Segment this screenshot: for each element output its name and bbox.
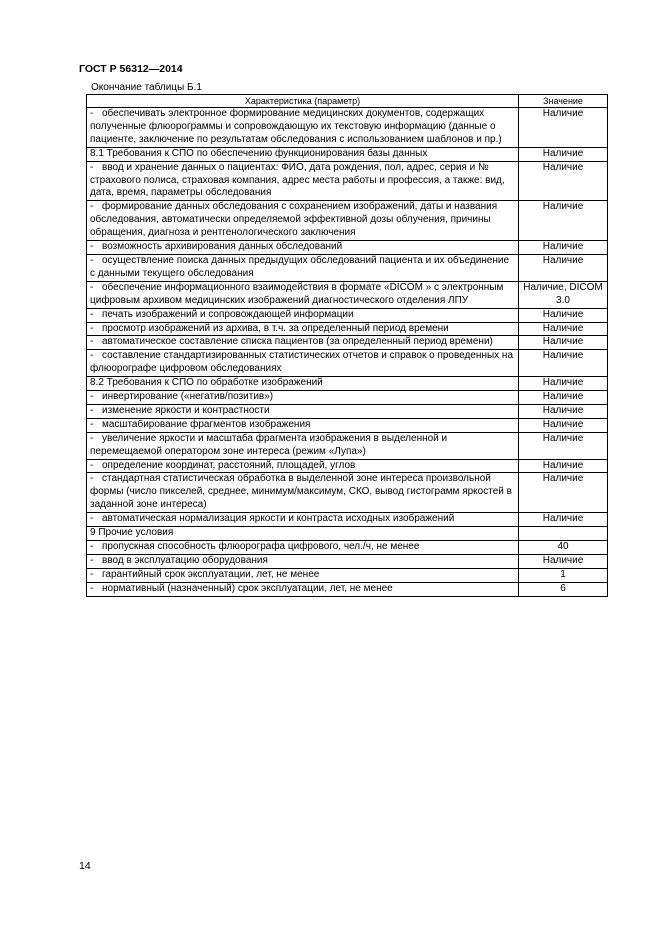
value-cell: Наличие: [519, 241, 608, 255]
table-row: [87, 568, 608, 582]
characteristic-cell: [87, 281, 519, 308]
dash-marker: -: [90, 108, 94, 119]
characteristic-cell: 8.1 Требования к СПО по обеспечению функционирования базы данных: [87, 147, 519, 161]
characteristic-text: инвертирование («негатив/позитив»): [102, 391, 274, 403]
value-cell: Наличие, DICOM 3.0: [519, 281, 608, 308]
characteristic-cell: [87, 404, 519, 418]
spec-table: [86, 94, 608, 597]
value-cell: Наличие: [519, 554, 608, 568]
characteristic-cell: [87, 473, 519, 513]
characteristic-text: возможность архивирования данных обследований: [102, 241, 343, 253]
characteristic-cell: [87, 582, 519, 596]
table-row: [87, 391, 608, 405]
characteristic-text: нормативный (назначенный) срок эксплуатации, лет, не менее: [102, 582, 393, 594]
table-row: [87, 241, 608, 255]
value-cell: Наличие: [519, 308, 608, 322]
column-header-value: Значение: [519, 95, 608, 108]
characteristic-cell: [87, 432, 519, 459]
characteristic-text: увеличение яркости и масштаба фрагмента изображения в выделенной и перемещаемой оператором зоне интереса (режим «Лупа»): [90, 432, 448, 457]
value-cell: Наличие: [519, 201, 608, 241]
characteristic-cell: [87, 336, 519, 350]
characteristic-text: печать изображений и сопровождающей информации: [102, 308, 354, 320]
characteristic-cell: [87, 513, 519, 527]
table-row: [87, 554, 608, 568]
dash-marker: -: [90, 513, 94, 525]
table-row: [87, 322, 608, 336]
value-cell: Наличие: [519, 459, 608, 473]
value-cell: Наличие: [519, 404, 608, 418]
characteristic-cell: [87, 322, 519, 336]
value-cell: Наличие: [519, 350, 608, 377]
dash-marker: -: [90, 568, 94, 580]
dash-marker: -: [90, 336, 94, 348]
characteristic-text: осуществление поиска данных предыдущих обследований пациента и их объединение с данными текущего обследования: [90, 254, 510, 279]
table-section-row: [87, 147, 608, 161]
characteristic-text: определение координат, расстояний, площадей, углов: [102, 459, 356, 471]
table-row: [87, 459, 608, 473]
dash-marker: -: [90, 281, 94, 293]
page-number: 14: [79, 860, 91, 872]
characteristic-cell: [87, 161, 519, 201]
value-cell: Наличие: [519, 336, 608, 350]
table-row: [87, 161, 608, 201]
dash-marker: -: [90, 473, 94, 485]
characteristic-cell: 8.2 Требования к СПО по обработке изображений: [87, 377, 519, 391]
table-header-row: [87, 95, 608, 108]
table-row: [87, 418, 608, 432]
column-header-characteristic: Характеристика (параметр): [87, 95, 519, 108]
value-cell: Наличие: [519, 473, 608, 513]
characteristic-cell: [87, 568, 519, 582]
value-cell: Наличие: [519, 254, 608, 281]
table-row: [87, 473, 608, 513]
dash-marker: -: [90, 322, 94, 334]
characteristic-text: ввод и хранение данных о пациентах: ФИО, дата рождения, пол, адрес, серия и № страхового полиса, страховая компания, адрес места работы и профессия, а также: вид, дата, время, параметры обследования: [90, 161, 505, 199]
characteristic-text: автоматическая нормализация яркости и контраста исходных изображений: [102, 513, 455, 525]
table-row: [87, 281, 608, 308]
dash-marker: -: [90, 554, 94, 566]
characteristic-cell: [87, 459, 519, 473]
characteristic-text: формирование данных обследования с сохранением изображений, даты и названия обследования, автоматически определяемой эффективной дозы облучения, причины обращения, диагноза и рентгенологического заключения: [90, 201, 498, 239]
dash-marker: -: [90, 201, 94, 213]
table-row: [87, 254, 608, 281]
characteristic-cell: [87, 308, 519, 322]
value-cell: Наличие: [519, 377, 608, 391]
dash-marker: -: [90, 432, 94, 444]
dash-marker: -: [90, 541, 94, 552]
characteristic-text: изменение яркости и контрастности: [102, 404, 270, 416]
value-cell: Наличие: [519, 108, 608, 148]
table-row: [87, 308, 608, 322]
characteristic-cell: [87, 241, 519, 255]
dash-marker: -: [90, 350, 94, 362]
characteristic-text: просмотр изображений из архива, в т.ч. за определенный период времени: [102, 322, 449, 334]
table-row: [87, 582, 608, 596]
characteristic-text: гарантийный срок эксплуатации, лет, не менее: [102, 568, 320, 580]
characteristic-text: ввод в эксплуатацию оборудования: [102, 554, 268, 566]
table-row: [87, 432, 608, 459]
characteristic-cell: [87, 201, 519, 241]
document-code: ГОСТ Р 56312—2014: [79, 63, 183, 75]
value-cell: Наличие: [519, 513, 608, 527]
characteristic-cell: [87, 350, 519, 377]
value-cell: Наличие: [519, 322, 608, 336]
dash-marker: -: [90, 459, 94, 471]
characteristic-cell: [87, 108, 519, 148]
dash-marker: -: [90, 308, 94, 320]
characteristic-cell: [87, 418, 519, 432]
table-row: [87, 350, 608, 377]
table-section-row: [87, 377, 608, 391]
value-cell: 1: [519, 568, 608, 582]
dash-marker: -: [90, 391, 94, 403]
characteristic-cell: [87, 391, 519, 405]
table-row: [87, 513, 608, 527]
dash-marker: -: [90, 254, 94, 266]
characteristic-text: пропускная способность флюорографа цифрового, чел./ч, не менее: [102, 541, 420, 552]
characteristic-text: составление стандартизированных статистических отчетов и справок о проведенных на флюорографе цифровом обследованиях: [90, 350, 514, 375]
dash-marker: -: [90, 582, 94, 594]
dash-marker: -: [90, 161, 94, 173]
characteristic-cell: 9 Прочие условия: [87, 527, 519, 541]
value-cell: Наличие: [519, 391, 608, 405]
table-section-row: [87, 527, 608, 541]
value-cell: Наличие: [519, 432, 608, 459]
value-cell: 40: [519, 541, 608, 555]
value-cell: 6: [519, 582, 608, 596]
value-cell: Наличие: [519, 418, 608, 432]
dash-marker: -: [90, 418, 94, 430]
value-cell: Наличие: [519, 147, 608, 161]
characteristic-text: автоматическое составление списка пациентов (за определенный период времени): [102, 336, 493, 348]
characteristic-text: обеспечение информационного взаимодействия в формате «DICOM » с электронным цифровым архивом медицинских изображений диагностического отделения ЛПУ: [90, 281, 504, 306]
value-cell: [519, 527, 608, 541]
table-body: [87, 108, 608, 597]
characteristic-cell: [87, 254, 519, 281]
table-row: [87, 404, 608, 418]
characteristic-text: стандартная статистическая обработка в выделенной зоне интереса произвольной формы (число пикселей, среднее, минимум/максимум, СКО, вывод гистограмм яркостей в заданной зоне интереса): [90, 473, 512, 511]
value-cell: Наличие: [519, 161, 608, 201]
characteristic-cell: [87, 554, 519, 568]
table-row: [87, 201, 608, 241]
table-caption: Окончание таблицы Б.1: [91, 82, 202, 93]
table-row: [87, 336, 608, 350]
dash-marker: -: [90, 404, 94, 416]
dash-marker: -: [90, 241, 94, 253]
characteristic-text: масштабирование фрагментов изображения: [102, 418, 311, 430]
table-row: [87, 108, 608, 148]
table-row: [87, 541, 608, 555]
characteristic-cell: [87, 541, 519, 555]
characteristic-text: обеспечивать электронное формирование медицинских документов, содержащих полученные флюорограммы и сопровождающую их текстовую информацию (данные о пациенте, заключение по результатам обследования с использованием шаблонов и пр.): [90, 108, 502, 145]
